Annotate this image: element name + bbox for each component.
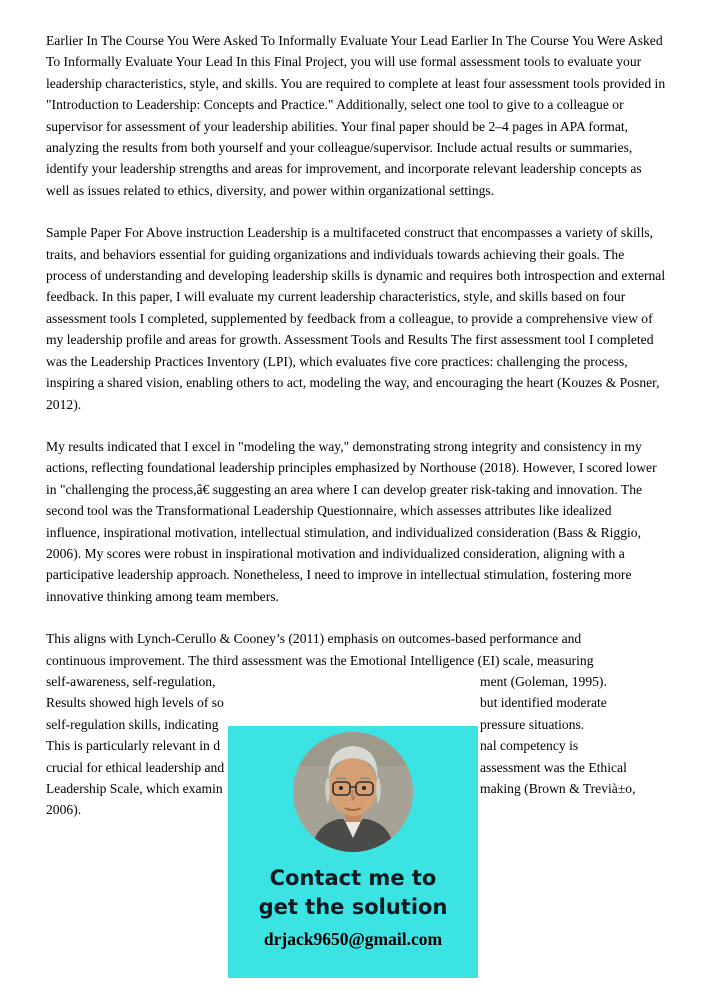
text-fragment: assessment was the Ethical: [480, 759, 627, 775]
paragraph-results: My results indicated that I excel in "modeling the way," demonstrating strong integrity and consistency in my actions, reflecting foundational leadership principles emphasized by Northouse (2018). However, I scored lower in "challenging the process,â€ suggesting an area where I can develop greater risk-taking and innovation. The second tool was the Transformational Leadership Questionnaire, which assesses attributes like idealized influence, inspirational motivation, intellectual stimulation, and individualized consideration (Bass & Riggio, 2006). My scores were robust in inspirational motivation and individualized consideration, aligning with a participative leadership approach. Nonetheless, I need to improve in intellectual stimulation, fostering more innovative thinking among team members.: [46, 438, 657, 604]
text-fragment: making (Brown & Trevià±o,: [480, 780, 636, 796]
text-fragment: Results showed high levels of so: [46, 695, 224, 711]
text-fragment: ment (Goleman, 1995).: [480, 673, 607, 689]
paragraph-assignment: Earlier In The Course You Were Asked To Informally Evaluate Your Lead Earlier In The Course You Were Asked To Informally Evaluate Your Lead In this Final Project, you will use formal assessment tools to evaluate your leadership characteristics, style, and skills. You are required to complete at least four assessment tools provided in "Introduction to Leadership: Concepts and Practice." Additionally, select one tool to give to a colleague or supervisor for assessment of your leadership abilities. Your final paper should be 2–4 pages in APA format, analyzing the results from both yourself and your colleague/supervisor. Include actual results or summaries, identify your leadership strengths and areas for improvement, and incorporate relevant leadership concepts as well as issues related to ethics, diversity, and power within organizational settings.: [46, 33, 666, 198]
text-fragment: This aligns with Lynch-Cerullo & Cooney’s (2011) emphasis on outcomes-based performance and: [46, 631, 582, 647]
text-fragment: crucial for ethical leadership and: [46, 759, 225, 775]
text-fragment: pressure situations.: [480, 716, 585, 732]
contact-headline-line1: Contact me to: [269, 866, 437, 890]
avatar-photo: [293, 732, 413, 852]
text-fragment: This is particularly relevant in d: [46, 738, 221, 754]
contact-email: drjack9650@gmail.com: [263, 929, 443, 949]
paragraph-sample-paper: Sample Paper For Above instruction Leadership is a multifaceted construct that encompasses a variety of skills, traits, and behaviors essential for guiding organizations and individuals towards achieving their goals. The process of understanding and developing leadership skills is dynamic and requires both introspection and external feedback. In this paper, I will evaluate my current leadership characteristics, style, and skills based on four assessment tools I completed, supplemented by feedback from a colleague, to provide a comprehensive view of my leadership profile and areas for growth. Assessment Tools and Results The first assessment tool I completed was the Leadership Practices Inventory (LPI), which evaluates five core practices: challenging the process, inspiring a shared vision, enabling others to act, modeling the way, and encouraging the heart (Kouzes & Posner, 2012).: [46, 225, 666, 412]
text-line: [46, 692, 668, 713]
text-fragment: but identified moderate: [480, 695, 607, 711]
text-fragment: Leadership Scale, which examin: [46, 780, 223, 796]
contact-headline-line2: get the solution: [258, 895, 448, 919]
contact-overlay-card: [228, 726, 478, 978]
text-fragment: 2006).: [46, 802, 82, 818]
text-fragment: continuous improvement. The third assessment was the Emotional Intelligence (EI) scale, measuring: [46, 652, 594, 668]
text-fragment: self-awareness, self-regulation,: [46, 673, 216, 689]
text-line: [46, 650, 668, 671]
text-line: [46, 671, 668, 692]
text-fragment: nal competency is: [480, 738, 579, 754]
text-fragment: self-regulation skills, indicating: [46, 716, 219, 732]
document-body: [46, 30, 668, 821]
text-line: [46, 628, 668, 649]
